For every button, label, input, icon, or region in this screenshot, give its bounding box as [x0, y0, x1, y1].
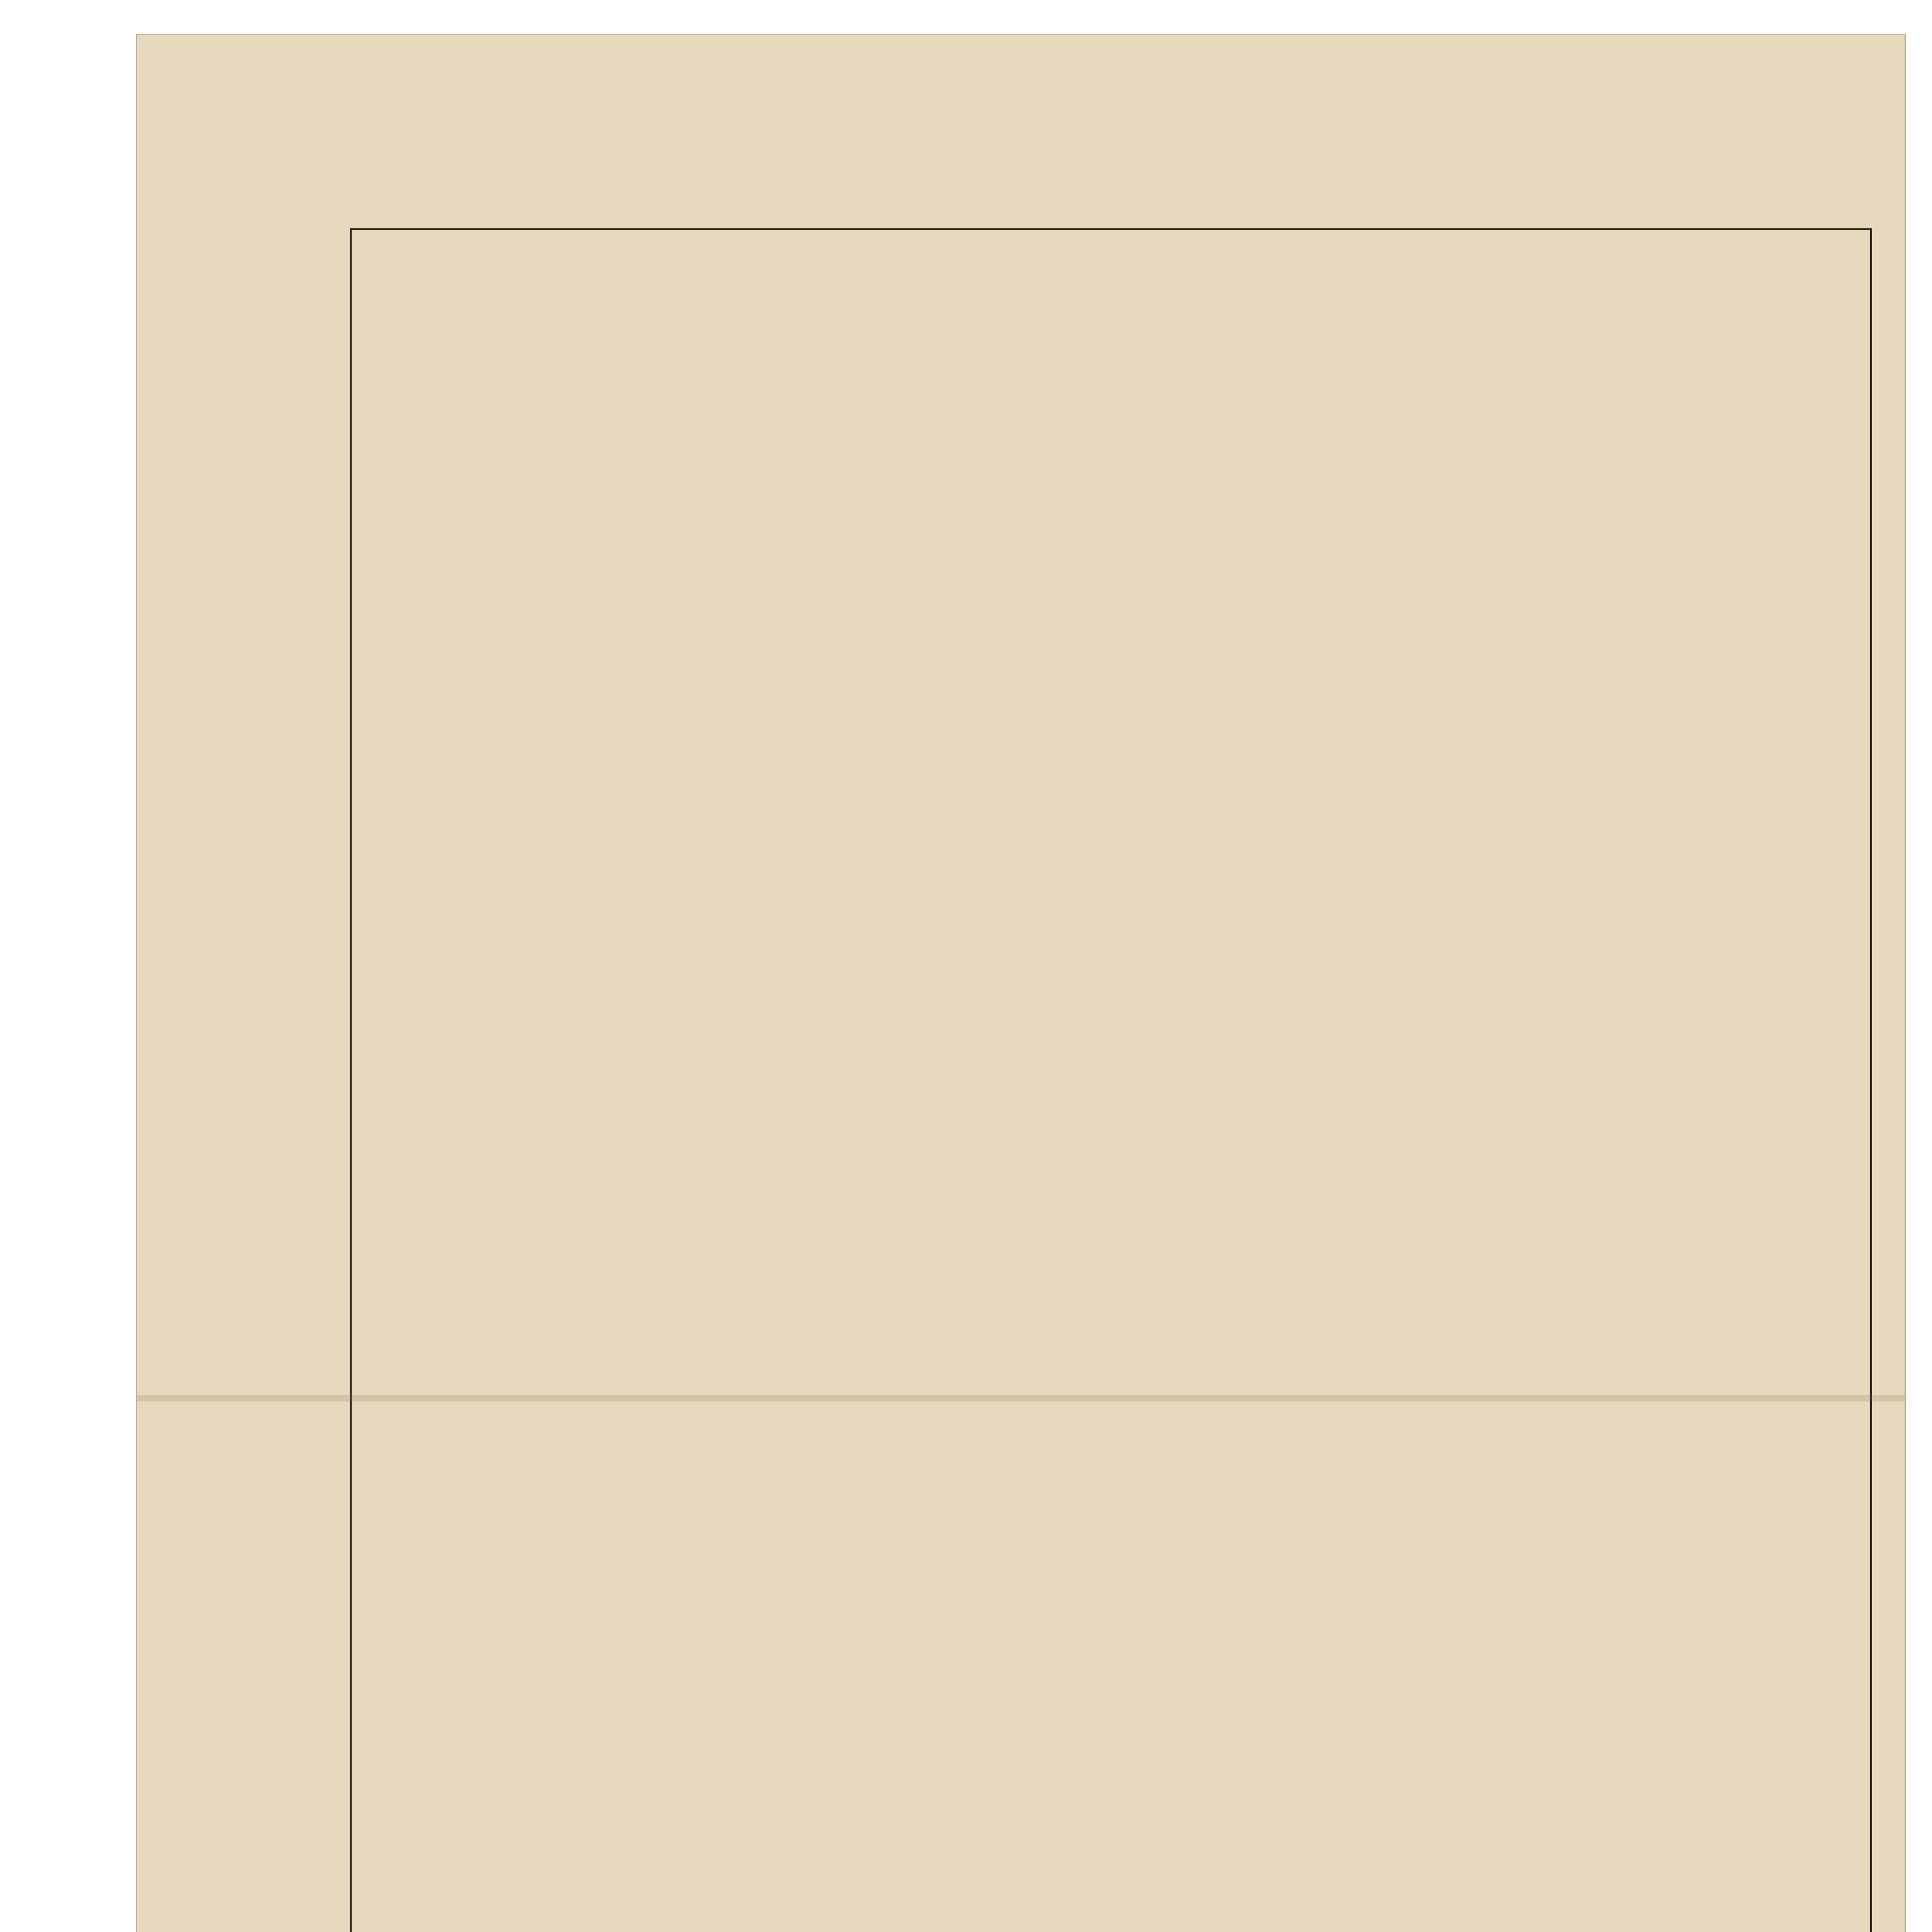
fold-crease [137, 1395, 1905, 1401]
classified-grid [350, 228, 1872, 1932]
page-header [137, 155, 1905, 217]
newspaper-sheet [136, 34, 1906, 1932]
